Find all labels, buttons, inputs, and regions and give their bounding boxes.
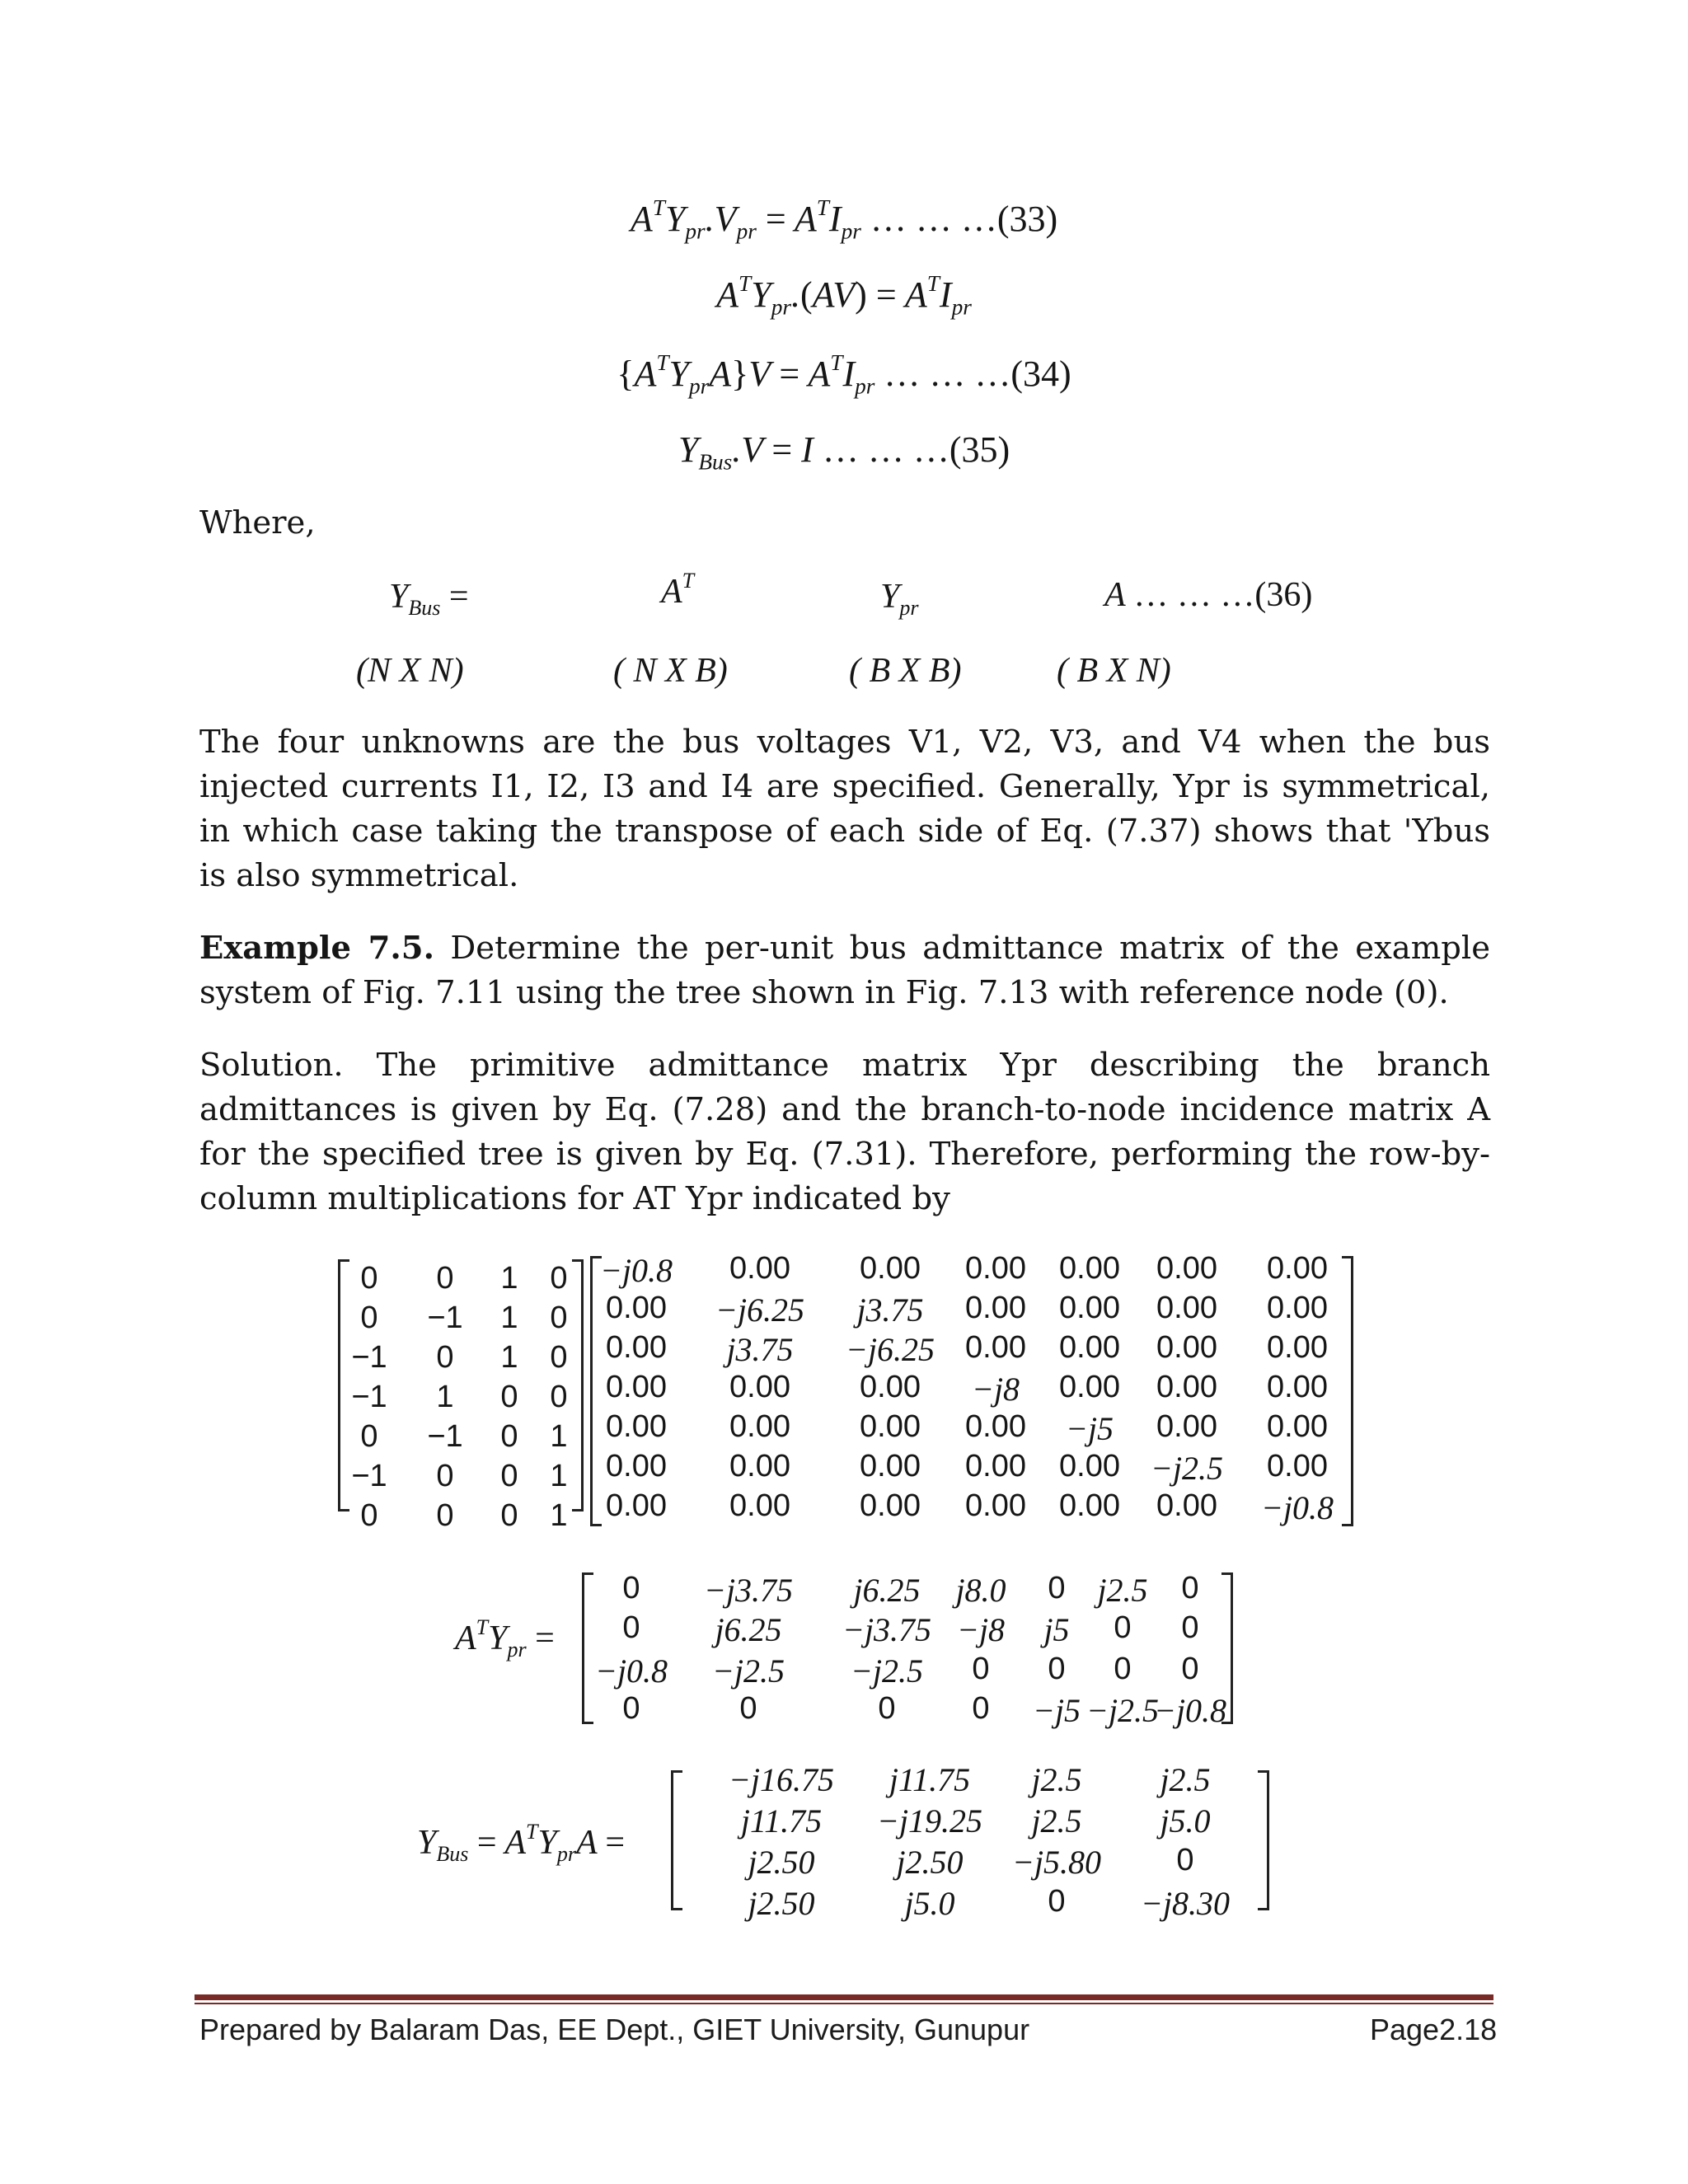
matrix-ybus-cell: −j16.75 <box>728 1761 835 1798</box>
matrix-ypr-cell: 0.00 <box>860 1449 921 1483</box>
matrix-ypr-cell: 0.00 <box>965 1291 1026 1325</box>
where-label: Where, <box>199 504 316 541</box>
matrix-atypr-cell: −j3.75 <box>842 1611 932 1648</box>
matrix-atypr-cell: 0 <box>739 1691 757 1726</box>
matrix-ypr-cell: −j5 <box>1065 1410 1114 1447</box>
matrix-a-cell: 0 <box>550 1301 568 1335</box>
matrix-a-cell: 1 <box>500 1261 518 1296</box>
matrix-ypr-cell: 0.00 <box>729 1488 790 1523</box>
matrix-ypr-cell: 0.00 <box>1059 1449 1120 1483</box>
matrix-ypr-cell: j3.75 <box>856 1291 924 1329</box>
matrix-a-cell: −1 <box>427 1301 463 1335</box>
matrix-atypr-cell: j5 <box>1043 1611 1070 1648</box>
matrix-a-cell: 0 <box>500 1498 518 1533</box>
matrix-atypr-cell: j8.0 <box>955 1572 1006 1609</box>
matrix-a-cell: −1 <box>351 1459 387 1493</box>
matrix-atypr-cell: 0 <box>972 1652 990 1686</box>
matrix-a-cell: 0 <box>436 1261 454 1296</box>
footer-author: Prepared by Balaram Das, EE Dept., GIET University, Gunupur <box>199 2013 1030 2046</box>
paragraph-solution: Solution. The primitive admittance matrix Ypr describing the branch admittances is given by Eq. (7.28) and the branch-to-node incidence matrix A for the specified tree is given by Eq. (7.31). Therefore, performing the row-by-column multiplications for AT Ypr indicated by <box>199 1047 1490 1217</box>
dim-at: ( N X B) <box>613 652 728 690</box>
matrix-a-cell: 0 <box>550 1340 568 1375</box>
dim-ypr: ( B X B) <box>849 652 962 690</box>
matrix-ybus-cell: j2.5 <box>1160 1761 1211 1798</box>
matrix-a-cell: 1 <box>436 1380 454 1414</box>
matrix-a-cell: 0 <box>550 1261 568 1296</box>
matrix-ypr-cell: 0.00 <box>606 1488 667 1523</box>
matrix-a-cell: 0 <box>436 1459 454 1493</box>
matrix-ypr-cell: 0.00 <box>1267 1291 1328 1325</box>
matrix-atypr-cell: 0 <box>622 1610 640 1645</box>
matrix-ypr-cell: j3.75 <box>726 1331 794 1368</box>
matrix-atypr-cell: −j2.5 <box>850 1652 924 1690</box>
matrix-ypr-cell: 0.00 <box>965 1409 1026 1444</box>
matrix-ypr-cell: 0.00 <box>965 1330 1026 1365</box>
matrix-atypr-cell: −j2.5 <box>711 1652 785 1690</box>
matrix-atypr-cell: −j5 <box>1032 1692 1081 1729</box>
matrix-ybus-cell: j2.5 <box>1031 1802 1082 1840</box>
matrix-ypr-cell: 0.00 <box>1059 1370 1120 1404</box>
matrix-a-cell: 0 <box>360 1419 378 1454</box>
equation-36: A … … …(36) <box>1104 576 1313 614</box>
matrix-atypr-cell: 0 <box>1114 1610 1132 1645</box>
matrix-atypr-cell: 0 <box>1048 1571 1066 1605</box>
matrix-ybus-cell: j11.75 <box>740 1802 823 1840</box>
matrix-atypr-cell: 0 <box>622 1691 640 1726</box>
matrix-ypr-cell: 0.00 <box>1267 1409 1328 1444</box>
matrix-a-cell: 0 <box>360 1498 378 1533</box>
matrix-ypr-cell: 0.00 <box>729 1251 790 1286</box>
matrix-ypr-cell: −j6.25 <box>845 1331 935 1368</box>
atypr-label: $A^TY_{pr}$ = <box>455 1615 555 1662</box>
matrix-ypr-cell: 0.00 <box>1156 1409 1217 1444</box>
matrix-a-cell: −1 <box>351 1380 387 1414</box>
matrix-ybus-cell: j5.0 <box>904 1885 955 1922</box>
matrix-atypr-cell: j2.5 <box>1097 1572 1148 1609</box>
matrix-ypr-cell: 0.00 <box>729 1449 790 1483</box>
matrix-a-cell: 0 <box>436 1498 454 1533</box>
matrix-ypr-cell: 0.00 <box>965 1449 1026 1483</box>
matrix-ypr-cell: 0.00 <box>606 1449 667 1483</box>
matrix-a-cell: 0 <box>500 1419 518 1454</box>
paragraph-example <box>199 926 1490 1015</box>
matrix-ypr-cell: −j0.8 <box>599 1252 673 1289</box>
matrix-a-cell: 1 <box>500 1340 518 1375</box>
matrix-ypr-cell: 0.00 <box>729 1370 790 1404</box>
matrix-ypr-cell: 0.00 <box>1156 1251 1217 1286</box>
matrix-a-cell: 1 <box>550 1498 568 1533</box>
matrix-ybus-cell: −j19.25 <box>876 1802 983 1840</box>
ybus-label: $Y_{Bus} = A^TY_{pr}A$ = <box>417 1819 626 1867</box>
ypr-symbol: $Y_{pr}$ <box>880 578 919 621</box>
matrix-a-cell: 0 <box>500 1380 518 1414</box>
example-text: Determine the per-unit bus admittance matrix of the example system of Fig. 7.11 using the tree shown in Fig. 7.13 with reference node (0). <box>199 930 1490 1011</box>
matrix-ypr-cell: 0.00 <box>860 1370 921 1404</box>
matrix-ypr-cell: 0.00 <box>729 1409 790 1444</box>
matrix-ypr-cell: 0.00 <box>860 1409 921 1444</box>
footer-rule-thin <box>195 2003 1493 2004</box>
matrix-a-cell: 0 <box>360 1261 378 1296</box>
matrix-atypr-cell: 0 <box>1181 1610 1199 1645</box>
equation-34: $\{A^TY_{pr}A\}V = A^TI_{pr}$ … … …(34) <box>617 349 1071 399</box>
matrix-ypr-cell: 0.00 <box>606 1330 667 1365</box>
matrix-atypr-cell: 0 <box>622 1571 640 1605</box>
matrix-atypr-cell: 0 <box>972 1691 990 1726</box>
matrix-ypr-cell: −j2.5 <box>1150 1450 1224 1487</box>
matrix-a-cell: 0 <box>500 1459 518 1493</box>
matrix-ypr-cell: 0.00 <box>1267 1449 1328 1483</box>
matrix-ypr-cell: 0.00 <box>1059 1488 1120 1523</box>
matrix-ypr-cell: 0.00 <box>606 1370 667 1404</box>
equation-35: $Y_{Bus}.V = I$ … … …(35) <box>678 429 1010 475</box>
matrix-ypr-cell: 0.00 <box>1059 1251 1120 1286</box>
matrix-atypr-cell: −j8 <box>956 1611 1006 1648</box>
matrix-atypr-cell: 0 <box>1181 1571 1199 1605</box>
matrix-a-cell: 0 <box>550 1380 568 1414</box>
matrix-ypr-cell: 0.00 <box>1267 1330 1328 1365</box>
matrix-ypr-cell: 0.00 <box>1156 1370 1217 1404</box>
dim-a: ( B X N) <box>1057 652 1171 690</box>
matrix-a-cell: 1 <box>550 1459 568 1493</box>
matrix-ybus-cell: −j8.30 <box>1140 1885 1231 1922</box>
matrix-a-cell: −1 <box>351 1340 387 1375</box>
matrix-ybus-cell: j5.0 <box>1160 1802 1211 1840</box>
matrix-atypr-cell: 0 <box>1048 1652 1066 1686</box>
dim-ybus: (N X N) <box>356 652 464 690</box>
matrix-a-cell: −1 <box>427 1419 463 1454</box>
example-label: Example 7.5. <box>199 930 434 967</box>
matrix-a-cell: 1 <box>550 1419 568 1454</box>
matrix-ypr-cell: 0.00 <box>1156 1488 1217 1523</box>
matrix-ypr-cell: −j8 <box>971 1371 1020 1408</box>
matrix-ypr-cell: 0.00 <box>965 1251 1026 1286</box>
matrix-ypr-cell: 0.00 <box>1267 1370 1328 1404</box>
matrix-ybus-cell: −j5.80 <box>1011 1844 1102 1881</box>
footer-rule <box>195 1994 1493 2000</box>
matrix-ybus-cell: j2.5 <box>1031 1761 1082 1798</box>
matrix-ybus-cell: 0 <box>1176 1843 1194 1877</box>
matrix-atypr-cell: −j0.8 <box>1153 1692 1227 1729</box>
matrix-ypr-cell: −j0.8 <box>1260 1489 1334 1526</box>
matrix-a-cell: 0 <box>360 1301 378 1335</box>
matrix-ybus-cell: j2.50 <box>896 1844 964 1881</box>
matrix-ypr-cell: 0.00 <box>1267 1251 1328 1286</box>
matrix-ypr-cell: 0.00 <box>860 1488 921 1523</box>
footer-page-number: Page2.18 <box>1370 2013 1498 2046</box>
matrix-ypr-cell: 0.00 <box>1156 1330 1217 1365</box>
matrix-ybus-cell: 0 <box>1048 1884 1066 1919</box>
matrix-ybus-cell: j11.75 <box>889 1761 971 1798</box>
matrix-ypr-cell: −j6.25 <box>715 1291 805 1329</box>
matrix-atypr-cell: −j2.5 <box>1085 1692 1160 1729</box>
matrix-ypr-cell: 0.00 <box>965 1488 1026 1523</box>
ybus-symbol: $Y_{Bus}$ = <box>389 578 469 621</box>
matrix-ybus-cell: j2.50 <box>748 1844 815 1881</box>
matrix-ybus-cell: j2.50 <box>748 1885 815 1922</box>
paragraph-unknowns: The four unknowns are the bus voltages V1, V2, V3, and V4 when the bus injected currents I1, I2, I3 and I4 are specified. Generally, Ypr is symmetrical, in which case taking the transpose of each side of Eq. (7.37) shows that 'Ybus is also symmetrical. <box>199 724 1490 894</box>
matrix-atypr-cell: −j0.8 <box>594 1652 668 1690</box>
matrix-atypr-cell: 0 <box>878 1691 896 1726</box>
equation-33: $A^TY_{pr}.V_{pr} = A^TI_{pr}$ … … …(33) <box>630 194 1058 244</box>
matrix-a-cell: 1 <box>500 1301 518 1335</box>
at-symbol: $A^T$ <box>661 568 695 611</box>
equation-intermediate: $A^TY_{pr}.(AV) = A^TI_{pr}$ <box>716 270 972 320</box>
matrix-atypr-cell: j6.25 <box>853 1572 921 1609</box>
matrix-ypr-cell: 0.00 <box>860 1251 921 1286</box>
matrix-atypr-cell: −j3.75 <box>703 1572 794 1609</box>
matrix-atypr-cell: 0 <box>1181 1652 1199 1686</box>
matrix-a-cell: 0 <box>436 1340 454 1375</box>
matrix-ypr-cell: 0.00 <box>1156 1291 1217 1325</box>
matrix-ypr-cell: 0.00 <box>1059 1291 1120 1325</box>
matrix-ypr-cell: 0.00 <box>606 1409 667 1444</box>
matrix-atypr-cell: j6.25 <box>715 1611 782 1648</box>
matrix-ypr-cell: 0.00 <box>606 1291 667 1325</box>
matrix-ypr-cell: 0.00 <box>1059 1330 1120 1365</box>
matrix-atypr-cell: 0 <box>1114 1652 1132 1686</box>
